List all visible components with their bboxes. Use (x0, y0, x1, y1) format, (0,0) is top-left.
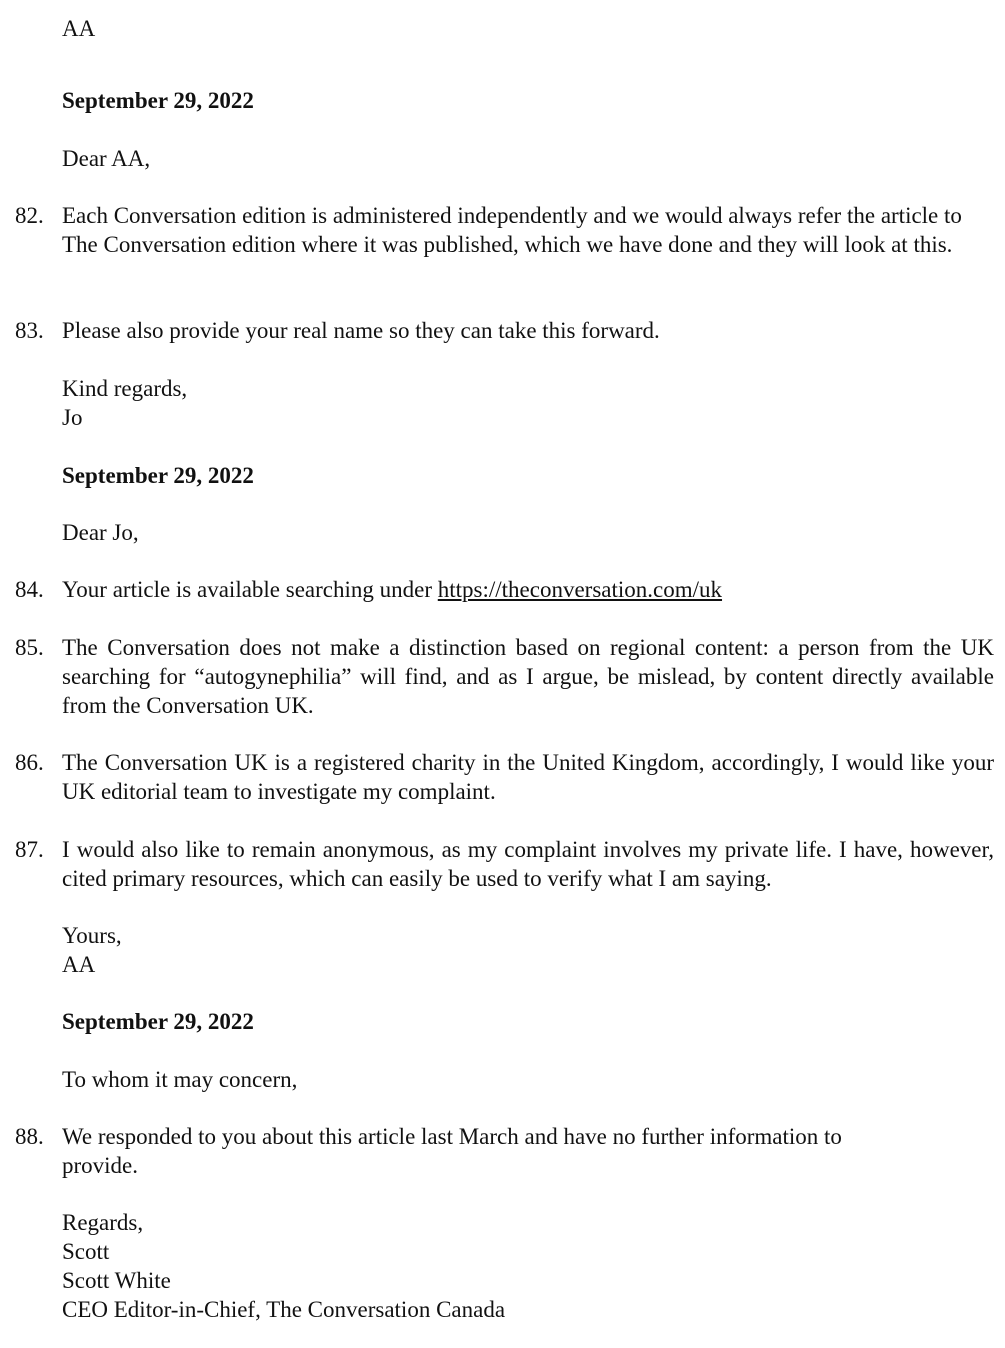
paragraph-number: 85. (15, 635, 44, 660)
paragraph-text: The Conversation does not make a distinction based on regional content: a person from the UK searching for “autogynephilia” will find, and as I argue, be mislead, by content directly available from the Conversation UK. (62, 635, 994, 718)
paragraph-text: Please also provide your real name so they can take this forward. (62, 318, 660, 343)
numbered-paragraph (15, 633, 994, 720)
signoff-line: AA (62, 16, 96, 41)
numbered-paragraph (15, 201, 962, 259)
paragraph-text: We responded to you about this article last March and have no further information to provide. (62, 1124, 842, 1178)
closing: Yours, (62, 923, 122, 948)
paragraph-number: 86. (15, 750, 44, 775)
paragraph-number: 88. (15, 1124, 44, 1149)
paragraph-number: 84. (15, 577, 44, 602)
paragraph-number: 82. (15, 203, 44, 228)
paragraph-text: The Conversation UK is a registered charity in the United Kingdom, accordingly, I would like your UK editorial team to investigate my complaint. (62, 750, 994, 804)
paragraph-number: 83. (15, 318, 44, 343)
signoff-title: CEO Editor-in-Chief, The Conversation Canada (62, 1297, 506, 1322)
signoff-line: Jo (62, 405, 83, 430)
letter-date: September 29, 2022 (62, 1009, 254, 1034)
numbered-paragraph (15, 1122, 922, 1180)
signoff-line: AA (62, 952, 96, 977)
numbered-paragraph (15, 316, 994, 345)
closing: Kind regards, (62, 376, 188, 401)
paragraph-text: I would also like to remain anonymous, as my complaint involves my private life. I have, however, cited primary resources, which can easily be used to verify what I am saying. (62, 837, 994, 891)
paragraph-text: Your article is available searching under (62, 577, 438, 602)
paragraph-number: 87. (15, 837, 44, 862)
salutation: Dear AA, (62, 146, 151, 171)
salutation: To whom it may concern, (62, 1067, 298, 1092)
conversation-uk-link[interactable]: https://theconversation.com/uk (437, 577, 723, 602)
letter-date: September 29, 2022 (62, 463, 254, 488)
numbered-paragraph (15, 835, 994, 893)
closing: Regards, (62, 1210, 144, 1235)
letter-date: September 29, 2022 (62, 88, 254, 113)
paragraph-text: Each Conversation edition is administered independently and we would always refer the article to The Conversation edition where it was published, which we have done and they will look at this. (62, 203, 962, 257)
signoff-line: Scott (62, 1239, 110, 1264)
salutation: Dear Jo, (62, 520, 139, 545)
numbered-paragraph (15, 748, 994, 806)
numbered-paragraph (15, 575, 994, 604)
signoff-line: Scott White (62, 1268, 171, 1293)
